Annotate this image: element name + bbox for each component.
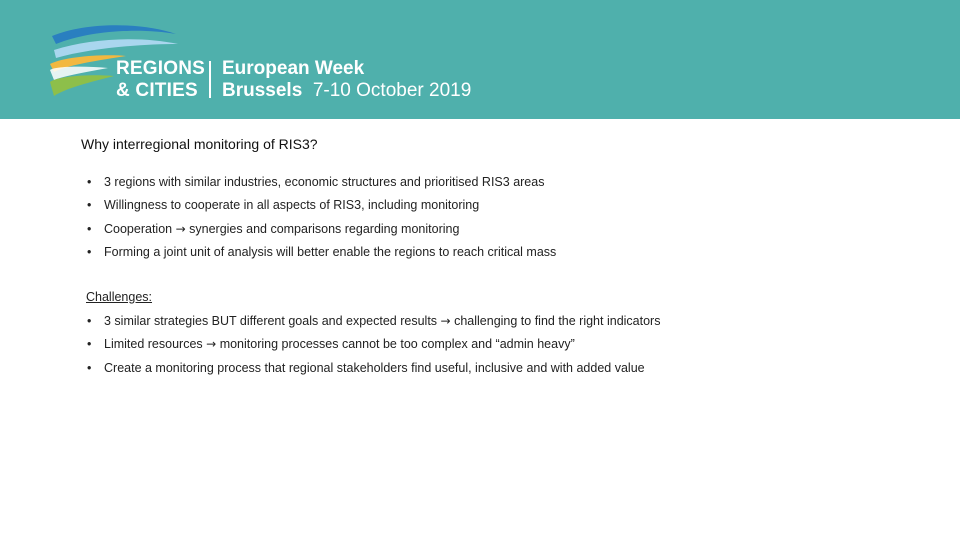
list-item: • Forming a joint unit of analysis will better enable the regions to reach critical mass bbox=[104, 241, 556, 264]
brand-name-line1: REGIONS bbox=[116, 58, 206, 79]
challenges-list bbox=[87, 310, 661, 380]
list-item: • Create a monitoring process that regional stakeholders find useful, inclusive and with added value bbox=[104, 357, 660, 380]
bullet-icon: • bbox=[87, 244, 92, 259]
bullet-icon: • bbox=[87, 360, 92, 375]
list-item: • Limited resources → monitoring processes cannot be too complex and “admin heavy” bbox=[104, 333, 660, 356]
arrow-right-icon: → bbox=[206, 337, 217, 352]
arrow-right-icon: → bbox=[175, 221, 186, 236]
event-city: Brussels bbox=[222, 80, 303, 101]
bullet-icon: • bbox=[87, 221, 92, 236]
event-dates: 7-10 October 2019 bbox=[312, 80, 472, 101]
list-item: • 3 similar strategies BUT different goals and expected results → challenging to find the right indicators bbox=[104, 310, 660, 333]
bullet-icon: • bbox=[87, 175, 92, 189]
brand-name-line2: & CITIES bbox=[116, 80, 198, 101]
event-title: European Week bbox=[222, 58, 365, 79]
challenges-label: Challenges: bbox=[86, 290, 153, 304]
bullet-icon: • bbox=[87, 337, 92, 352]
bullet-icon: • bbox=[87, 198, 92, 213]
bullet-icon: • bbox=[87, 314, 92, 328]
list-item: • Willingness to cooperate in all aspects of RIS3, including monitoring bbox=[104, 194, 556, 217]
list-item: • 3 regions with similar industries, economic structures and prioritised RIS3 areas bbox=[104, 171, 556, 194]
slide-heading: Why interregional monitoring of RIS3? bbox=[81, 136, 318, 152]
reasons-list bbox=[87, 171, 557, 264]
list-item: • Cooperation → synergies and comparisons regarding monitoring bbox=[104, 218, 556, 241]
arrow-right-icon: → bbox=[440, 314, 451, 328]
